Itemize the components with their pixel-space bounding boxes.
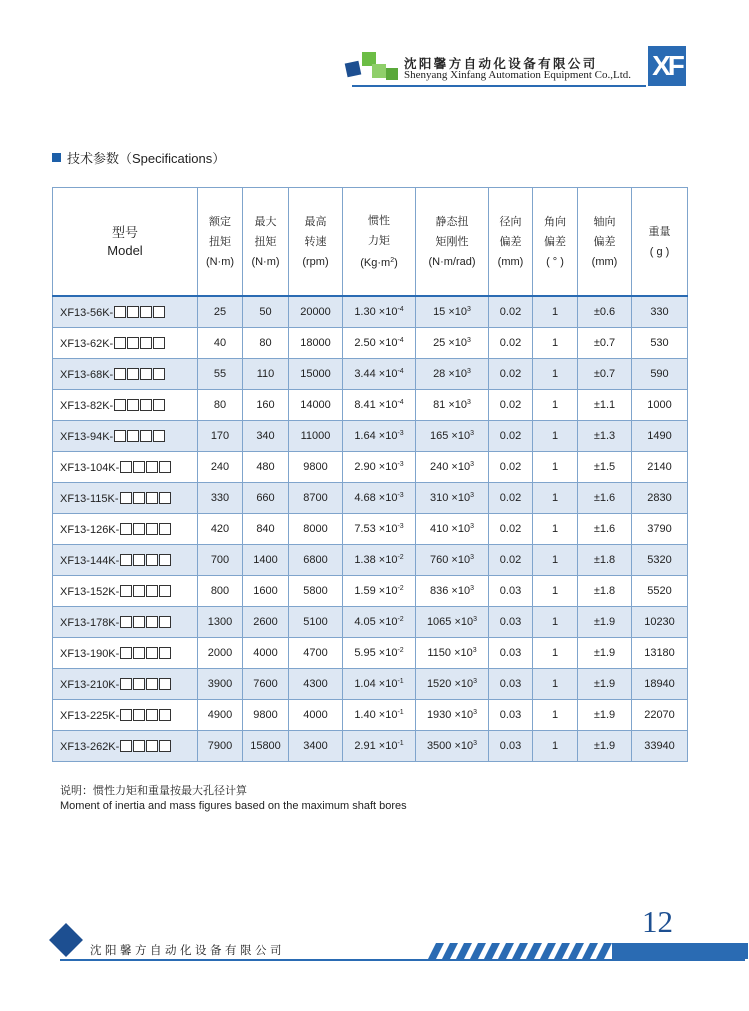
cell-model: XF13-190K- [53,638,198,669]
placeholder-box [114,337,126,349]
cell-speed: 5800 [289,576,343,607]
cell-speed: 5100 [289,607,343,638]
footer-diamond-logo [46,920,86,960]
placeholder-box [133,616,145,628]
table-row [53,576,688,607]
placeholder-box [153,399,165,411]
table-row [53,607,688,638]
section-title: 技术参数（Specifications） [67,151,226,166]
cell-model: XF13-152K- [53,576,198,607]
cell-inertia: $8.41 \times 10^{-4}$ [343,390,416,421]
table-body [53,296,688,762]
logo-square-green-3 [386,68,398,80]
cell-angular: 1 [533,483,578,514]
cell-radial: 0.03 [489,700,533,731]
placeholder-box [120,709,132,721]
cell-max-torque: 160 [243,390,289,421]
cell-speed: 3400 [289,731,343,762]
page-header [0,0,749,110]
cell-max-torque: 660 [243,483,289,514]
placeholder-box [146,616,158,628]
cell-speed: 11000 [289,421,343,452]
placeholder-box [114,430,126,442]
cell-max-torque: 340 [243,421,289,452]
placeholder-box [114,306,126,318]
cell-axial: ±1.9 [578,700,632,731]
cell-stiffness: $25 \times 10^3$ [416,328,489,359]
cell-stiffness: $15 \times 10^3$ [416,296,489,328]
placeholder-box [133,461,145,473]
cell-model: XF13-82K- [53,390,198,421]
cell-axial: ±0.6 [578,296,632,328]
table-row [53,514,688,545]
cell-axial: ±1.9 [578,638,632,669]
placeholder-box [127,337,139,349]
footer-stripes [428,941,748,961]
cell-speed: 9800 [289,452,343,483]
cell-stiffness: $1150 \times 10^3$ [416,638,489,669]
table-row [53,731,688,762]
header-model [53,188,198,297]
cell-weight: 2140 [632,452,688,483]
cell-torque: 40 [198,328,243,359]
header-axial: 轴向 偏差 (mm) [578,188,632,297]
cell-weight: 10230 [632,607,688,638]
cell-speed: 6800 [289,545,343,576]
cell-torque: 7900 [198,731,243,762]
placeholder-box [159,585,171,597]
cell-model: XF13-262K- [53,731,198,762]
cell-speed: 4300 [289,669,343,700]
cell-stiffness: $28 \times 10^3$ [416,359,489,390]
cell-stiffness: $836 \times 10^3$ [416,576,489,607]
logo-square-navy [345,61,362,78]
cell-angular: 1 [533,731,578,762]
placeholder-box [120,554,132,566]
cell-torque: 240 [198,452,243,483]
placeholder-box [140,430,152,442]
cell-inertia: $1.04 \times 10^{-1}$ [343,669,416,700]
placeholder-box [120,585,132,597]
cell-radial: 0.02 [489,296,533,328]
placeholder-box [153,337,165,349]
cell-radial: 0.03 [489,607,533,638]
cell-axial: ±1.5 [578,452,632,483]
placeholder-box [159,709,171,721]
table-header-row [53,188,688,297]
cell-axial: ±1.1 [578,390,632,421]
placeholder-box [159,523,171,535]
cell-torque: 800 [198,576,243,607]
table-row [53,390,688,421]
cell-angular: 1 [533,514,578,545]
cell-max-torque: 1400 [243,545,289,576]
placeholder-box [159,616,171,628]
cell-axial: ±1.6 [578,483,632,514]
cell-weight: 5520 [632,576,688,607]
placeholder-box [159,461,171,473]
cell-model: XF13-144K- [53,545,198,576]
cell-angular: 1 [533,328,578,359]
header-max-torque: 最大 扭矩 (N·m) [243,188,289,297]
cell-axial: ±1.9 [578,669,632,700]
placeholder-box [146,492,158,504]
cell-speed: 8700 [289,483,343,514]
cell-angular: 1 [533,421,578,452]
cell-inertia: $1.64 \times 10^{-3}$ [343,421,416,452]
cell-max-torque: 1600 [243,576,289,607]
header-speed: 最高 转速 (rpm) [289,188,343,297]
placeholder-box [140,368,152,380]
cell-radial: 0.03 [489,638,533,669]
cell-torque: 420 [198,514,243,545]
cell-model: XF13-210K- [53,669,198,700]
cell-torque: 4900 [198,700,243,731]
cell-speed: 15000 [289,359,343,390]
placeholder-box [146,647,158,659]
cell-model: XF13-115K- [53,483,198,514]
cell-inertia: $2.50 \times 10^{-4}$ [343,328,416,359]
header-angular: 角向 偏差 ( ° ) [533,188,578,297]
cell-inertia: $5.95 \times 10^{-2}$ [343,638,416,669]
placeholder-box [133,492,145,504]
cell-axial: ±0.7 [578,328,632,359]
cell-angular: 1 [533,296,578,328]
bullet-square-icon [52,153,61,162]
cell-radial: 0.02 [489,514,533,545]
cell-speed: 4000 [289,700,343,731]
cell-torque: 25 [198,296,243,328]
placeholder-box [146,523,158,535]
cell-angular: 1 [533,452,578,483]
cell-radial: 0.02 [489,452,533,483]
cell-angular: 1 [533,390,578,421]
table-row [53,359,688,390]
cell-inertia: $3.44 \times 10^{-4}$ [343,359,416,390]
cell-angular: 1 [533,576,578,607]
cell-axial: ±1.8 [578,576,632,607]
cell-max-torque: 840 [243,514,289,545]
cell-radial: 0.02 [489,328,533,359]
cell-radial: 0.03 [489,669,533,700]
cell-model: XF13-94K- [53,421,198,452]
header-model-cn: 型号 [111,224,138,240]
specifications-table [52,187,688,762]
cell-inertia: $4.68 \times 10^{-3}$ [343,483,416,514]
cell-stiffness: $81 \times 10^3$ [416,390,489,421]
header-inertia: 惯性 力矩 $(Kg\cdot m^2)$ [343,188,416,297]
cell-max-torque: 110 [243,359,289,390]
cell-inertia: $2.91 \times 10^{-1}$ [343,731,416,762]
placeholder-box [159,647,171,659]
cell-speed: 14000 [289,390,343,421]
footer-company-name: 沈阳馨方自动化设备有限公司 [90,945,285,957]
cell-axial: ±1.3 [578,421,632,452]
cell-model: XF13-178K- [53,607,198,638]
cell-angular: 1 [533,669,578,700]
brand-logo: XF [648,46,686,86]
cell-stiffness: $240 \times 10^3$ [416,452,489,483]
logo-square-green-2 [372,64,386,78]
company-name-cn: 沈阳馨方自动化设备有限公司 [404,57,598,71]
table-row [53,545,688,576]
cell-weight: 5320 [632,545,688,576]
placeholder-box [120,678,132,690]
cell-torque: 80 [198,390,243,421]
table-row [53,638,688,669]
placeholder-box [133,678,145,690]
cell-stiffness: $410 \times 10^3$ [416,514,489,545]
cell-inertia: $7.53 \times 10^{-3}$ [343,514,416,545]
cell-radial: 0.03 [489,731,533,762]
cell-weight: 22070 [632,700,688,731]
cell-inertia: $1.40 \times 10^{-1}$ [343,700,416,731]
cell-angular: 1 [533,638,578,669]
note-en: Moment of inertia and mass figures based on the maximum shaft bores [60,800,407,812]
cell-model: XF13-104K- [53,452,198,483]
company-logo-squares [342,48,402,88]
placeholder-box [133,585,145,597]
cell-weight: 1000 [632,390,688,421]
cell-stiffness: $1065 \times 10^3$ [416,607,489,638]
placeholder-box [159,740,171,752]
placeholder-box [133,647,145,659]
cell-speed: 4700 [289,638,343,669]
placeholder-box [120,461,132,473]
cell-weight: 3790 [632,514,688,545]
footer-divider [60,959,745,961]
cell-torque: 1300 [198,607,243,638]
cell-max-torque: 4000 [243,638,289,669]
table-row [53,700,688,731]
cell-max-torque: 15800 [243,731,289,762]
placeholder-box [146,740,158,752]
cell-max-torque: 9800 [243,700,289,731]
placeholder-box [133,740,145,752]
cell-speed: 18000 [289,328,343,359]
header-divider [352,85,646,87]
cell-torque: 170 [198,421,243,452]
company-name-en: Shenyang Xinfang Automation Equipment Co.,Ltd. [404,69,632,81]
section-heading [52,148,225,167]
table-row [53,421,688,452]
cell-angular: 1 [533,700,578,731]
placeholder-box [133,554,145,566]
placeholder-box [120,740,132,752]
placeholder-box [153,306,165,318]
placeholder-box [127,306,139,318]
cell-stiffness: $1930 \times 10^3$ [416,700,489,731]
placeholder-box [114,399,126,411]
cell-torque: 55 [198,359,243,390]
cell-axial: ±1.8 [578,545,632,576]
cell-torque: 330 [198,483,243,514]
header-weight: 重量 ( g ) [632,188,688,297]
cell-stiffness: $310 \times 10^3$ [416,483,489,514]
placeholder-box [140,399,152,411]
placeholder-box [120,492,132,504]
cell-stiffness: $3500 \times 10^3$ [416,731,489,762]
cell-model: XF13-68K- [53,359,198,390]
placeholder-box [127,399,139,411]
cell-max-torque: 80 [243,328,289,359]
cell-model: XF13-126K- [53,514,198,545]
table-row [53,296,688,328]
placeholder-box [127,430,139,442]
cell-inertia: $1.38 \times 10^{-2}$ [343,545,416,576]
header-model-en: Model [107,242,143,258]
header-stiffness: 静态扭 矩刚性 (N·m/rad) [416,188,489,297]
cell-angular: 1 [533,545,578,576]
cell-speed: 20000 [289,296,343,328]
cell-inertia: $1.30 \times 10^{-4}$ [343,296,416,328]
header-radial: 径向 偏差 (mm) [489,188,533,297]
cell-max-torque: 480 [243,452,289,483]
cell-inertia: $4.05 \times 10^{-2}$ [343,607,416,638]
cell-torque: 3900 [198,669,243,700]
placeholder-box [153,368,165,380]
cell-axial: ±0.7 [578,359,632,390]
note-cn: 说明：惯性力矩和重量按最大孔径计算 [60,785,247,797]
cell-weight: 13180 [632,638,688,669]
cell-radial: 0.02 [489,483,533,514]
cell-inertia: $1.59 \times 10^{-2}$ [343,576,416,607]
placeholder-box [133,523,145,535]
cell-model: XF13-56K- [53,296,198,328]
placeholder-box [146,461,158,473]
placeholder-box [140,306,152,318]
placeholder-box [140,337,152,349]
table-row [53,452,688,483]
placeholder-box [146,554,158,566]
placeholder-box [146,709,158,721]
cell-model: XF13-62K- [53,328,198,359]
cell-radial: 0.02 [489,545,533,576]
cell-axial: ±1.6 [578,514,632,545]
cell-radial: 0.02 [489,390,533,421]
placeholder-box [133,709,145,721]
cell-torque: 700 [198,545,243,576]
logo-square-green-1 [362,52,376,66]
cell-axial: ±1.9 [578,607,632,638]
cell-torque: 2000 [198,638,243,669]
placeholder-box [120,647,132,659]
placeholder-box [153,430,165,442]
placeholder-box [114,368,126,380]
table-row [53,483,688,514]
placeholder-box [127,368,139,380]
cell-weight: 530 [632,328,688,359]
cell-weight: 330 [632,296,688,328]
placeholder-box [159,678,171,690]
placeholder-box [146,678,158,690]
placeholder-box [146,585,158,597]
cell-weight: 1490 [632,421,688,452]
cell-max-torque: 7600 [243,669,289,700]
cell-inertia: $2.90 \times 10^{-3}$ [343,452,416,483]
header-torque: 额定 扭矩 (N·m) [198,188,243,297]
cell-speed: 8000 [289,514,343,545]
cell-model: XF13-225K- [53,700,198,731]
placeholder-box [159,492,171,504]
placeholder-box [120,616,132,628]
placeholder-box [120,523,132,535]
cell-angular: 1 [533,359,578,390]
cell-weight: 18940 [632,669,688,700]
cell-weight: 2830 [632,483,688,514]
cell-axial: ±1.9 [578,731,632,762]
cell-max-torque: 2600 [243,607,289,638]
page-number: 12 [642,904,673,939]
cell-radial: 0.02 [489,421,533,452]
cell-stiffness: $165 \times 10^3$ [416,421,489,452]
table-row [53,328,688,359]
cell-stiffness: $760 \times 10^3$ [416,545,489,576]
cell-weight: 590 [632,359,688,390]
cell-max-torque: 50 [243,296,289,328]
placeholder-box [159,554,171,566]
cell-angular: 1 [533,607,578,638]
cell-stiffness: $1520 \times 10^3$ [416,669,489,700]
cell-weight: 33940 [632,731,688,762]
cell-radial: 0.02 [489,359,533,390]
cell-radial: 0.03 [489,576,533,607]
table-row [53,669,688,700]
